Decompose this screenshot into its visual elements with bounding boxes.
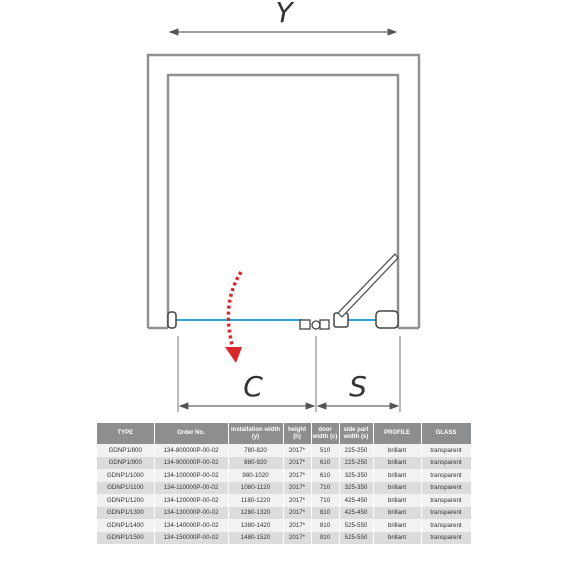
- table-row: [97, 457, 471, 470]
- table-row: [97, 469, 471, 482]
- cell-type: GDNP1/800: [97, 444, 154, 457]
- table-row: [97, 532, 471, 545]
- door-handle-block: [300, 320, 310, 329]
- cell-type: GDNP1/900: [97, 457, 154, 470]
- cell-type: GDNP1/1200: [97, 494, 154, 507]
- cell-door-width: 910: [311, 532, 339, 545]
- cell-profile: brillant: [373, 519, 421, 532]
- width-dimension-label: Y: [275, 0, 293, 29]
- cell-height: 2017*: [283, 444, 311, 457]
- cell-profile: brillant: [373, 469, 421, 482]
- specification-table: [97, 423, 472, 544]
- cell-order-no: 134-140000P-00-02: [154, 519, 228, 532]
- cell-height: 2017*: [283, 494, 311, 507]
- cell-type: GDNP1/1500: [97, 532, 154, 545]
- cell-profile: brillant: [373, 507, 421, 520]
- cell-profile: brillant: [373, 444, 421, 457]
- cell-side-part-width: 325-350: [339, 469, 373, 482]
- cell-height: 2017*: [283, 507, 311, 520]
- table-row: [97, 494, 471, 507]
- column-header-type: TYPE: [97, 423, 154, 444]
- cell-glass: transparent: [421, 519, 471, 532]
- cell-side-part-width: 225-250: [339, 444, 373, 457]
- cell-profile: brillant: [373, 482, 421, 495]
- door-swing-arrow: [228, 272, 241, 352]
- left-wall-profile: [168, 312, 176, 328]
- cell-door-width: 510: [311, 444, 339, 457]
- door-swing-arrowhead: [225, 347, 242, 363]
- cell-installation-width: 1280-1320: [228, 507, 283, 520]
- cell-installation-width: 1480-1520: [228, 532, 283, 545]
- cell-order-no: 134-110000P-00-02: [154, 482, 228, 495]
- table-row: [97, 507, 471, 520]
- cell-type: GDNP1/1400: [97, 519, 154, 532]
- cell-type: GDNP1/1300: [97, 507, 154, 520]
- cell-order-no: 134-120000P-00-02: [154, 494, 228, 507]
- cell-order-no: 134-100000P-00-02: [154, 469, 228, 482]
- cell-height: 2017*: [283, 519, 311, 532]
- cell-side-part-width: 325-350: [339, 482, 373, 495]
- column-header-order-no: Order No.: [154, 423, 228, 444]
- table-row: [97, 444, 471, 457]
- cell-side-part-width: 425-450: [339, 494, 373, 507]
- column-header-door-width: door width (c): [311, 423, 339, 444]
- cell-door-width: 710: [311, 482, 339, 495]
- cell-door-width: 810: [311, 519, 339, 532]
- cell-order-no: 134-130000P-00-02: [154, 507, 228, 520]
- column-header-profile: PROFILE: [373, 423, 421, 444]
- table-row: [97, 482, 471, 495]
- table-row: [97, 519, 471, 532]
- cell-side-part-width: 525-550: [339, 532, 373, 545]
- cell-side-part-width: 225-250: [339, 457, 373, 470]
- cell-height: 2017*: [283, 532, 311, 545]
- cell-side-part-width: 525-550: [339, 519, 373, 532]
- cell-height: 2017*: [283, 482, 311, 495]
- cell-installation-width: 980-1020: [228, 469, 283, 482]
- cell-installation-width: 1180-1220: [228, 494, 283, 507]
- hinge-circle: [312, 321, 320, 329]
- column-header-side-part-width: side part width (s): [339, 423, 373, 444]
- cell-door-width: 710: [311, 494, 339, 507]
- cell-type: GDNP1/1000: [97, 469, 154, 482]
- enclosure-wall-outer: [148, 55, 419, 328]
- cell-order-no: 134-150000P-00-02: [154, 532, 228, 545]
- cell-glass: transparent: [421, 469, 471, 482]
- cell-door-width: 610: [311, 469, 339, 482]
- cell-installation-width: 880-920: [228, 457, 283, 470]
- table-header-row: [97, 423, 471, 444]
- cell-glass: transparent: [421, 457, 471, 470]
- cell-side-part-width: 425-450: [339, 507, 373, 520]
- column-header-glass: GLASS: [421, 423, 471, 444]
- cell-installation-width: 780-820: [228, 444, 283, 457]
- cell-profile: brillant: [373, 457, 421, 470]
- column-header-installation-width: installation width (y): [228, 423, 283, 444]
- cell-glass: transparent: [421, 482, 471, 495]
- cell-installation-width: 1380-1420: [228, 519, 283, 532]
- cell-installation-width: 1080-1120: [228, 482, 283, 495]
- cell-door-width: 610: [311, 457, 339, 470]
- cell-profile: brillant: [373, 532, 421, 545]
- right-wall-profile: [376, 311, 398, 328]
- cell-glass: transparent: [421, 532, 471, 545]
- cell-glass: transparent: [421, 494, 471, 507]
- cell-glass: transparent: [421, 444, 471, 457]
- cell-door-width: 810: [311, 507, 339, 520]
- cell-height: 2017*: [283, 469, 311, 482]
- cell-order-no: 134-900000P-00-02: [154, 457, 228, 470]
- door-width-dimension-label: C: [243, 370, 263, 403]
- cell-profile: brillant: [373, 494, 421, 507]
- cell-type: GDNP1/1100: [97, 482, 154, 495]
- cell-glass: transparent: [421, 507, 471, 520]
- cell-order-no: 134-800000P-00-02: [154, 444, 228, 457]
- folding-side-part: [338, 254, 398, 317]
- hinge-block: [320, 320, 329, 329]
- column-header-height: height (h): [283, 423, 311, 444]
- cell-height: 2017*: [283, 457, 311, 470]
- side-part-dimension-label: S: [349, 370, 367, 403]
